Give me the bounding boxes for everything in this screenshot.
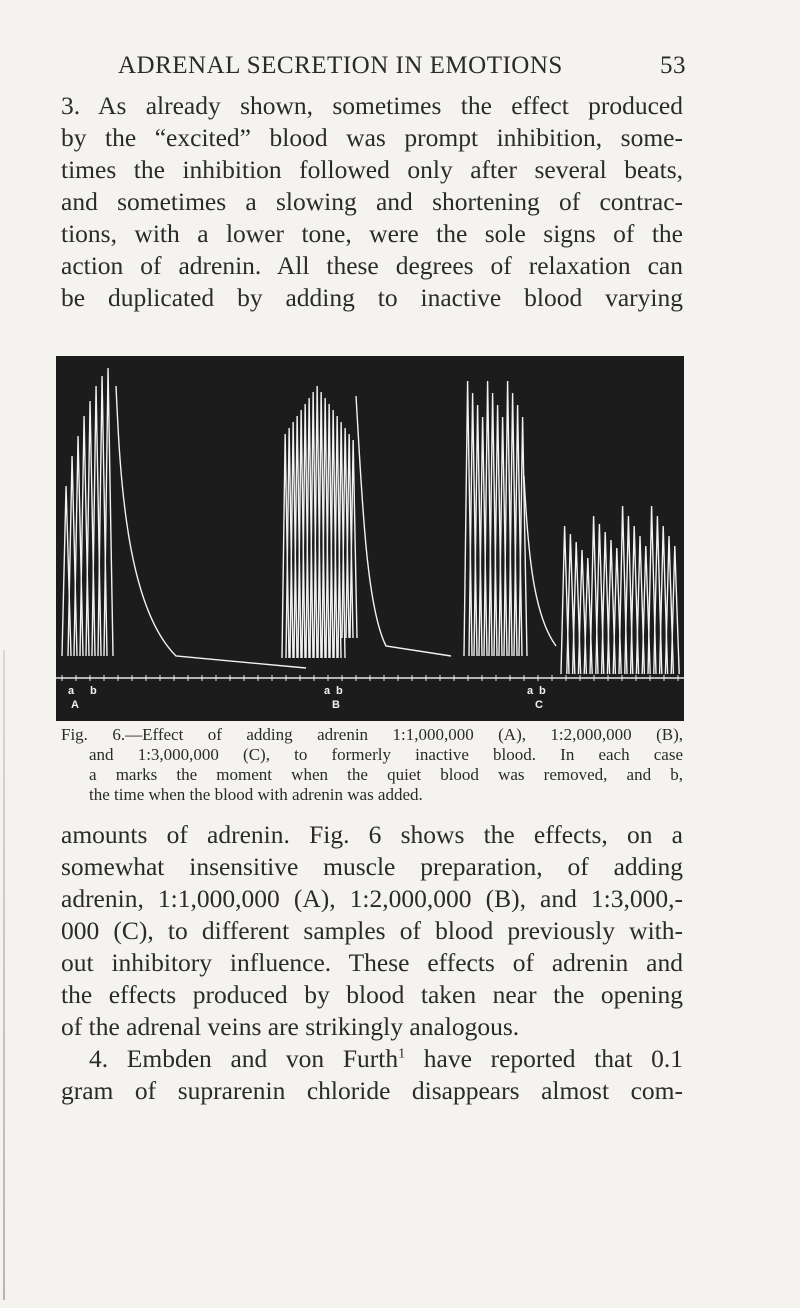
text-line: tions, with a lower tone, were the sole signs of the (61, 219, 683, 248)
text-line: by the “excited” blood was prompt inhibition, some- (61, 123, 683, 152)
mark-a-C: a (527, 685, 534, 697)
caption-line: Fig. 6.—Effect of adding adrenin 1:1,000,000 (A), 1:2,000,000 (B), (61, 725, 683, 744)
label-A: A (71, 699, 79, 711)
paragraph-1 (61, 90, 683, 314)
caption-line: the time when the blood with adrenin was added. (89, 785, 423, 804)
caption-line: a marks the moment when the quiet blood was removed, and b, (89, 765, 683, 784)
text-fragment: have reported that 0.1 (405, 1044, 684, 1073)
mark-b-A: b (90, 685, 97, 697)
kymograph-figure (56, 356, 684, 721)
text-line: 3. As already shown, sometimes the effect produced (61, 91, 683, 120)
text-line: out inhibitory influence. These effects of adrenin and (61, 948, 683, 977)
text-line: be duplicated by adding to inactive blood varying (61, 283, 683, 312)
mark-a-B: a (324, 685, 331, 697)
text-line: 000 (C), to different samples of blood previously with- (61, 916, 683, 945)
text-line (61, 1043, 683, 1075)
page-edge-shadow (3, 650, 5, 1300)
text-fragment: 4. Embden and von Furth (89, 1044, 399, 1073)
text-line: amounts of adrenin. Fig. 6 shows the effects, on a (61, 820, 683, 849)
caption-line: and 1:3,000,000 (C), to formerly inactive blood. In each case (89, 745, 683, 764)
label-C: C (535, 699, 543, 711)
text-line: somewhat insensitive muscle preparation, of adding (61, 852, 683, 881)
text-line: of the adrenal veins are strikingly analogous. (61, 1012, 520, 1041)
page-number: 53 (660, 52, 686, 79)
paragraph-2 (61, 819, 683, 1107)
text-line: times the inhibition followed only after several beats, (61, 155, 683, 184)
figure-caption (61, 725, 683, 805)
text-line: the effects produced by blood taken near the opening (61, 980, 683, 1009)
text-line: action of adrenin. All these degrees of relaxation can (61, 251, 683, 280)
text-line: adrenin, 1:1,000,000 (A), 1:2,000,000 (B), and 1:3,000,- (61, 884, 683, 913)
mark-b-B: b (336, 685, 343, 697)
footnote-marker: 1 (398, 1046, 406, 1062)
text-line: gram of suprarenin chloride disappears almost com- (61, 1076, 683, 1105)
running-title: ADRENAL SECRETION IN EMOTIONS (118, 52, 563, 79)
mark-a-A: a (68, 685, 75, 697)
kymograph-tracing (56, 356, 684, 721)
label-B: B (332, 699, 340, 711)
text-line: and sometimes a slowing and shortening of contrac- (61, 187, 683, 216)
mark-b-C: b (539, 685, 546, 697)
